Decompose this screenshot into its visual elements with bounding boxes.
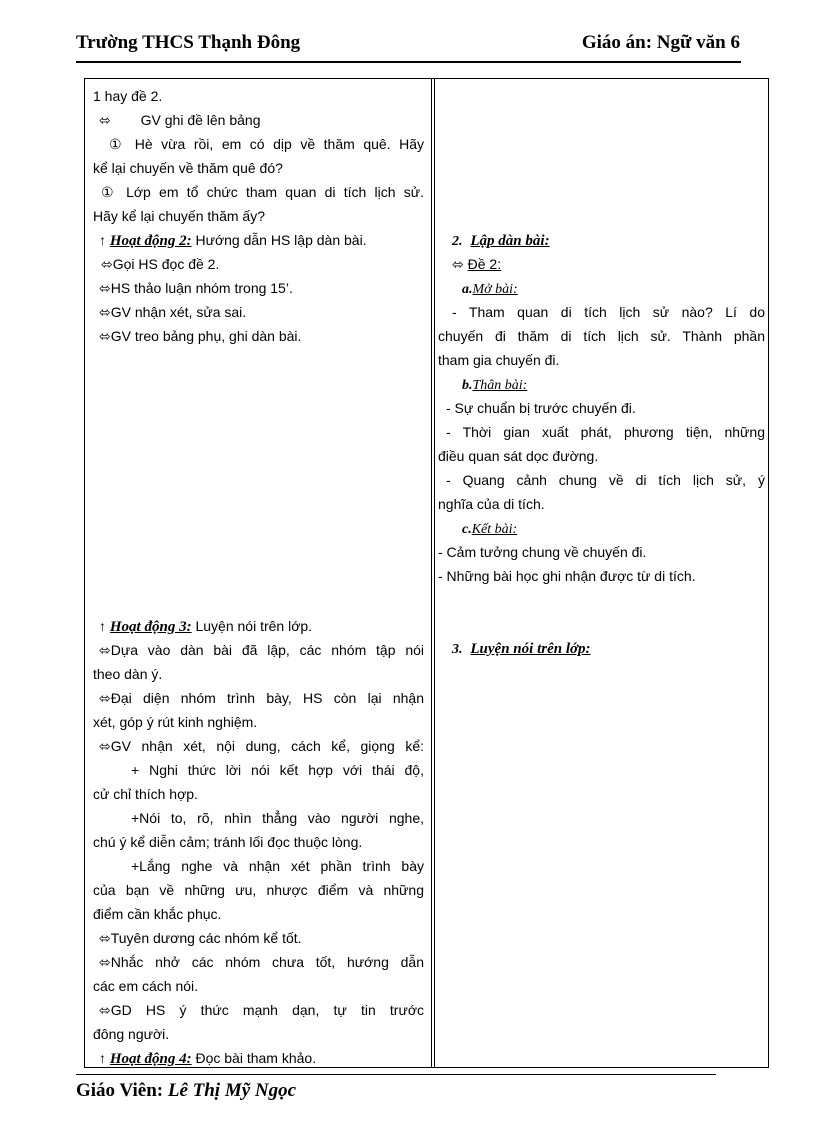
- text-line: nghĩa của di tích.: [438, 496, 545, 512]
- footer-label: Giáo Viên:: [76, 1080, 168, 1101]
- text-line: ⬄ Đề 2:: [452, 256, 502, 272]
- text-line: ① Lớp em tổ chức tham quan di tích lịch sử.: [101, 184, 424, 200]
- text-line: - Tham quan di tích lịch sử nào? Lí do: [452, 304, 765, 320]
- header-rule: [76, 61, 741, 63]
- text-line: xét, góp ý rút kinh nghiệm.: [93, 714, 258, 730]
- text-line: - Quang cảnh chung về di tích lịch sử, ý: [446, 472, 765, 488]
- text-line: ⬄HS thảo luận nhóm trong 15’.: [99, 280, 293, 296]
- text-line: điểm cần khắc phục.: [93, 906, 222, 922]
- arrow-icon: ⬄: [99, 112, 111, 128]
- subsection-c-heading: c.Kết bài:: [462, 522, 518, 537]
- text-line: ⬄GV nhận xét, sửa sai.: [99, 304, 247, 320]
- text-line: +Lắng nghe và nhận xét phần trình bày: [131, 858, 424, 874]
- page-header: [76, 32, 740, 62]
- text-line: ⬄GD HS ý thức mạnh dạn, tự tin trước: [99, 1002, 424, 1018]
- text-line: ⬄Nhắc nhở các nhóm chưa tốt, hướng dẫn: [99, 954, 424, 970]
- column-divider: [431, 79, 435, 1067]
- text-line: ⬄Gọi HS đọc đề 2.: [101, 256, 220, 272]
- text-line: ⬄Dựa vào dàn bài đã lập, các nhóm tập nói: [99, 642, 424, 658]
- up-arrow-icon: ↑: [99, 1050, 106, 1066]
- lesson-table: [84, 78, 769, 1068]
- subject-label: Giáo án: Ngữ văn 6: [581, 32, 740, 53]
- text-line: - Cảm tưởng chung về chuyến đi.: [438, 544, 647, 560]
- text-line: ① Hè vừa rồi, em có dịp về thăm quê. Hãy: [109, 136, 424, 152]
- text-line: các em cách nói.: [93, 978, 199, 994]
- text-line: - Thời gian xuất phát, phương tiện, những: [446, 424, 765, 440]
- text-line: ⬄ GV ghi đề lên bảng: [99, 112, 261, 128]
- text-line: 1 hay đề 2.: [93, 88, 163, 104]
- text-line: đông người.: [93, 1026, 170, 1042]
- text-line: + Nghi thức lời nói kết hợp với thái độ,: [131, 762, 424, 778]
- content-column: [438, 79, 765, 1067]
- footer-rule: [76, 1074, 716, 1075]
- subsection-b-heading: b.Thân bài:: [462, 378, 528, 393]
- text-line: ⬄GV nhận xét, nội dung, cách kể, giọng kể:: [99, 738, 424, 754]
- text-line: - Những bài học ghi nhận được từ di tích.: [438, 568, 696, 584]
- text-line: kể lại chuyến về thăm quê đó?: [93, 160, 283, 176]
- text-line: theo dàn ý.: [93, 666, 163, 682]
- section-2-heading: 2. Lập dàn bài:: [452, 233, 550, 249]
- activity-2-heading: ↑ Hoạt động 2: Hướng dẫn HS lập dàn bài.: [99, 232, 367, 249]
- arrow-icon: ⬄: [452, 256, 464, 272]
- text-line: ⬄Tuyên dương các nhóm kể tốt.: [99, 930, 302, 946]
- activity-3-heading: ↑ Hoạt động 3: Luyện nói trên lớp.: [99, 618, 313, 635]
- text-line: Hãy kể lại chuyến thăm ấy?: [93, 208, 265, 224]
- text-line: của bạn về những ưu, nhược điểm và những: [93, 882, 424, 898]
- activity-4-heading: ↑ Hoạt động 4: Đọc bài tham khảo.: [99, 1050, 317, 1067]
- text-line: tham gia chuyến đi.: [438, 352, 560, 368]
- subsection-a-heading: a.Mở bài:: [462, 282, 518, 297]
- text-line: +Nói to, rõ, nhìn thẳng vào người nghe,: [131, 810, 424, 826]
- teacher-activity-column: [93, 79, 424, 1067]
- page-footer: [76, 1080, 296, 1102]
- text-line: - Sự chuẩn bị trước chuyến đi.: [446, 400, 636, 416]
- text-line: chuyến đi thăm di tích lịch sử. Thành phần: [438, 328, 765, 344]
- text-line: ⬄Đại diện nhóm trình bày, HS còn lại nhận: [99, 690, 424, 706]
- text-line: điều quan sát dọc đường.: [438, 448, 599, 464]
- up-arrow-icon: ↑: [99, 618, 106, 634]
- text-line: chú ý kể diễn cảm; tránh lối đọc thuộc lòng.: [93, 834, 363, 850]
- text-line: cử chỉ thích hợp.: [93, 786, 198, 802]
- section-3-heading: 3. Luyện nói trên lớp:: [452, 641, 591, 657]
- school-name: Trường THCS Thạnh Đông: [76, 32, 301, 53]
- text-line: ⬄GV treo bảng phụ, ghi dàn bài.: [99, 328, 302, 344]
- teacher-name: Lê Thị Mỹ Ngọc: [167, 1080, 297, 1101]
- up-arrow-icon: ↑: [99, 232, 106, 248]
